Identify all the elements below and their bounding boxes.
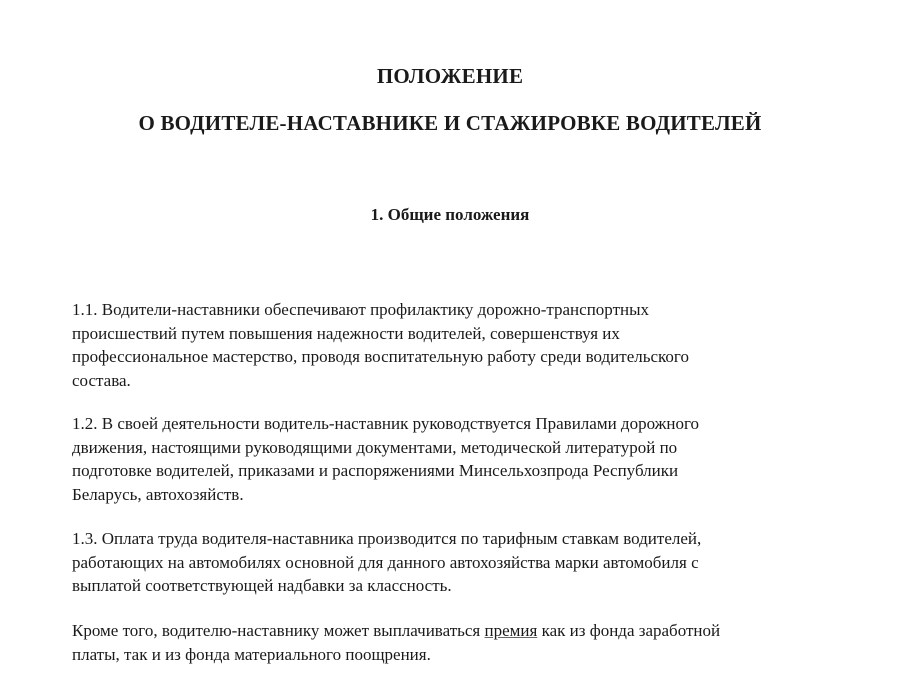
paragraph-line: выплатой соответствующей надбавки за классность.: [72, 576, 452, 595]
paragraph-line: профессиональное мастерство, проводя воспитательную работу среди водительского: [72, 347, 689, 366]
paragraph-line: 1.3. Оплата труда водителя-наставника производится по тарифным ставкам водителей,: [72, 529, 702, 548]
paragraph-line: движения, настоящими руководящими документами, методической литературой по: [72, 437, 678, 457]
paragraph-bonus: [72, 619, 852, 666]
paragraph-1-1: [72, 298, 852, 392]
document-subtitle: О ВОДИТЕЛЕ-НАСТАВНИКЕ И СТАЖИРОВКЕ ВОДИТЕЛЕЙ: [138, 111, 762, 135]
paragraph-line: происшествий путем повышения надежности водителей, совершенствуя их: [72, 323, 620, 343]
paragraph-line: 1.1. Водители-наставники обеспечивают профилактику дорожно-транспортных: [72, 300, 650, 319]
paragraph-line: платы, так и из фонда материального поощрения.: [72, 644, 431, 664]
paragraph-line: состава.: [72, 370, 131, 390]
paragraph-1-2: [72, 412, 852, 506]
paragraph-line: [72, 619, 852, 643]
section-heading: 1. Общие положения: [370, 205, 530, 224]
paragraph-line: Беларусь, автохозяйств.: [72, 484, 244, 504]
paragraph-line: подготовке водителей, приказами и распоряжениями Минсельхозпрода Республики: [72, 461, 679, 480]
paragraph-1-3: [72, 527, 852, 598]
paragraph-text: как из фонда заработной: [537, 621, 721, 640]
bonus-underlined-word: премия: [484, 621, 538, 640]
document-title: ПОЛОЖЕНИЕ: [376, 64, 524, 88]
paragraph-line: 1.2. В своей деятельности водитель-наставник руководствуется Правилами дорожного: [72, 414, 700, 433]
paragraph-text: Кроме того, водителю-наставнику может выплачиваться: [72, 621, 485, 640]
paragraph-line: работающих на автомобилях основной для данного автохозяйства марки автомобиля с: [72, 552, 699, 572]
